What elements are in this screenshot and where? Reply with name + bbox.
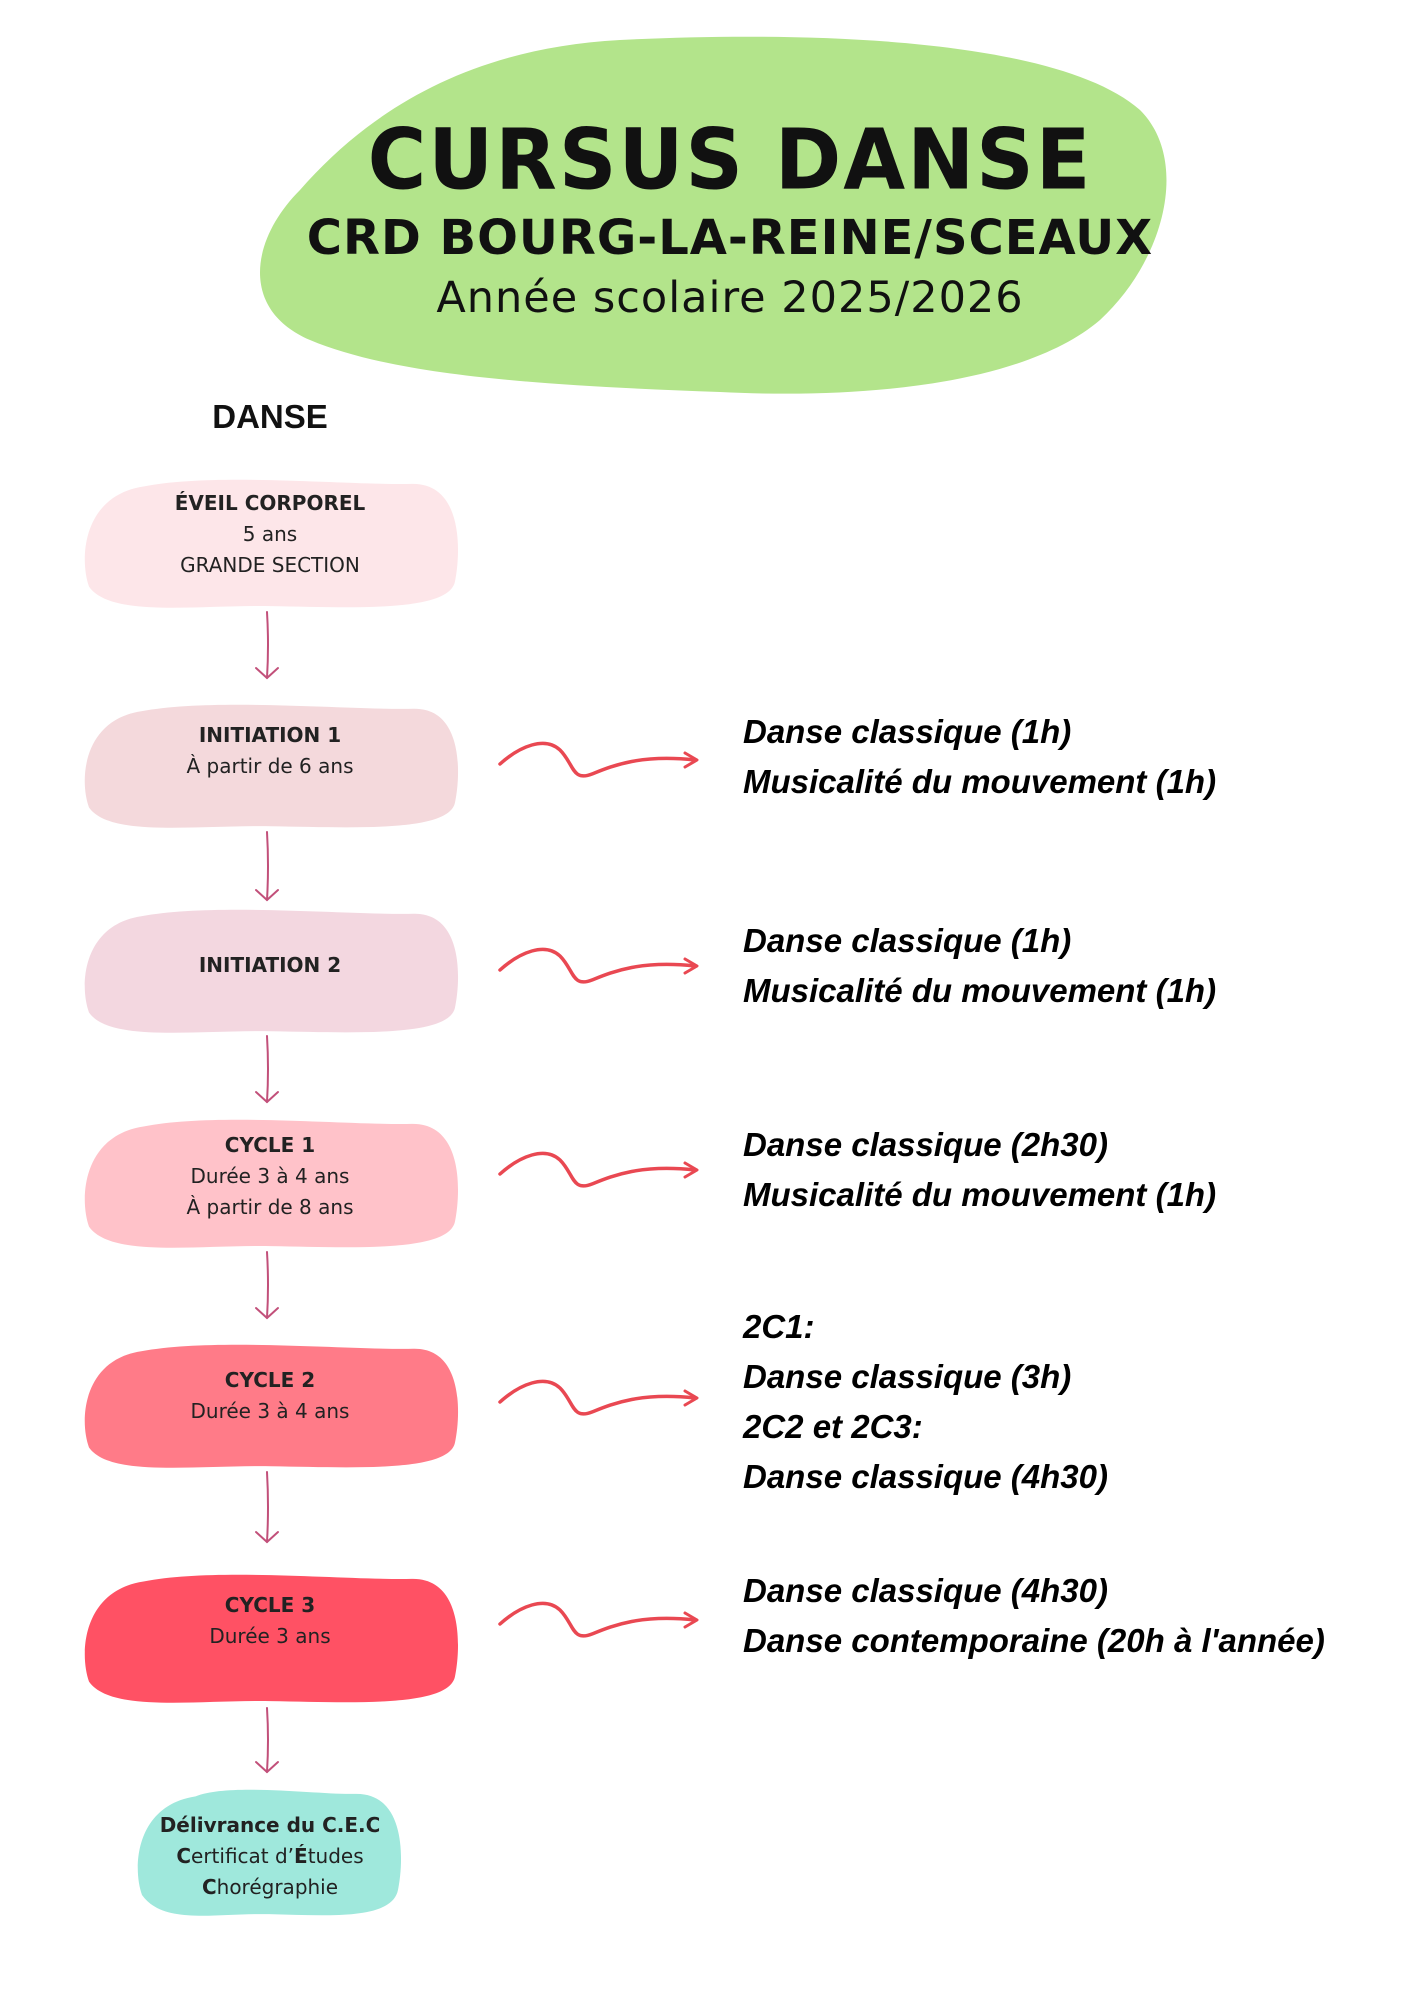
description-line: 2C2 et 2C3: (743, 1408, 923, 1445)
description-line: Danse classique (2h30) (743, 1126, 1108, 1163)
description-line: Danse classique (1h) (743, 922, 1072, 959)
step-title: INITIATION 1 (198, 723, 342, 747)
description-line: Musicalité du mouvement (1h) (743, 763, 1217, 800)
down-arrow (256, 612, 278, 678)
description-line: Musicalité du mouvement (1h) (743, 972, 1217, 1009)
squiggle-arrow (500, 1153, 697, 1186)
step-title: CYCLE 1 (224, 1133, 316, 1157)
step-cycle-1 (85, 1130, 455, 1223)
description-initiation-2 (743, 916, 1216, 1016)
squiggle-arrow (500, 949, 697, 982)
description-line: Danse classique (4h30) (743, 1572, 1108, 1609)
step-detail: 5 ans (242, 522, 298, 546)
step-cycle-3 (85, 1590, 455, 1652)
description-line: Danse classique (4h30) (743, 1458, 1108, 1495)
final-title: Délivrance du C.E.C (159, 1813, 381, 1837)
step-title: INITIATION 2 (198, 953, 342, 977)
down-arrow (256, 1708, 278, 1772)
step-detail: GRANDE SECTION (180, 553, 360, 577)
school-year: Année scolaire 2025/2026 (436, 273, 1024, 323)
step-eveil-corporel (85, 488, 455, 581)
description-initiation-1 (743, 707, 1216, 807)
initial-letter: É (294, 1844, 308, 1868)
down-arrow (256, 1472, 278, 1542)
description-line: 2C1: (743, 1308, 815, 1345)
step-detail: À partir de 8 ans (186, 1195, 354, 1219)
description-line: Danse contemporaine (20h à l'année) (743, 1622, 1325, 1659)
step-detail: Durée 3 à 4 ans (190, 1164, 350, 1188)
page-subtitle: CRD BOURG-LA-REINE/SCEAUX (306, 210, 1154, 266)
description-line: Danse classique (1h) (743, 713, 1072, 750)
initial-letter: C (201, 1875, 217, 1899)
initial-letter: C (176, 1844, 192, 1868)
squiggle-arrow (500, 1603, 697, 1636)
final-line-2 (140, 1872, 400, 1903)
final-text: tudes (307, 1844, 364, 1868)
step-detail: Durée 3 à 4 ans (190, 1399, 350, 1423)
squiggle-arrow (500, 743, 697, 776)
step-detail: À partir de 6 ans (186, 754, 354, 778)
step-title: ÉVEIL CORPOREL (174, 491, 366, 515)
description-cycle-2 (743, 1302, 1108, 1502)
final-text: ertificat d’ (191, 1844, 295, 1868)
squiggle-arrow (500, 1381, 697, 1414)
header-title-block (260, 110, 1200, 326)
down-arrow (256, 832, 278, 900)
final-text: horégraphie (216, 1875, 339, 1899)
down-arrow (256, 1252, 278, 1318)
step-title: CYCLE 3 (224, 1593, 316, 1617)
step-initiation-1 (85, 720, 455, 782)
step-title: CYCLE 2 (224, 1368, 316, 1392)
final-certificate (140, 1810, 400, 1903)
section-label: DANSE (212, 398, 328, 435)
step-initiation-2 (85, 950, 455, 981)
description-cycle-3 (743, 1566, 1325, 1666)
step-cycle-2 (85, 1365, 455, 1427)
final-line-1 (140, 1841, 400, 1872)
description-line: Musicalité du mouvement (1h) (743, 1176, 1217, 1213)
step-detail: Durée 3 ans (209, 1624, 331, 1648)
page-title: CURSUS DANSE (367, 110, 1093, 209)
description-cycle-1 (743, 1120, 1216, 1220)
description-line: Danse classique (3h) (743, 1358, 1072, 1395)
down-arrow (256, 1036, 278, 1102)
